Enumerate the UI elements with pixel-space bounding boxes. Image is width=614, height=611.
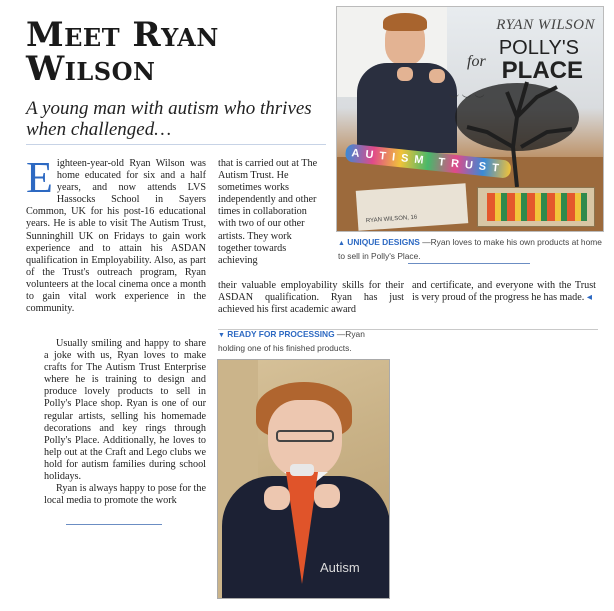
body-column-3-bottom <box>412 280 596 304</box>
body-column-1-lower <box>44 338 206 507</box>
bird-icons: ︶ ︶ ︶ <box>449 95 485 106</box>
caption-designs-heading: UNIQUE DESIGNS <box>347 237 420 247</box>
paragraph-col2-bottom: their valuable employability skills for their ASDAN qualification. Ryan has just achieved his first academic award <box>218 280 404 316</box>
title-line-2: Wilson <box>26 49 156 89</box>
keyring-pieces <box>487 193 587 221</box>
photo-glasses <box>276 430 334 442</box>
triangle-down-icon: ▼ <box>218 332 225 339</box>
paragraph-3: Ryan is always happy to pose for the local media to promote the work <box>44 483 206 507</box>
caption-designs-text: —Ryan loves to make his own products at home to sell in Polly's Place. <box>338 237 602 261</box>
beads-text: AUTISM TRUST <box>345 144 512 179</box>
triangle-up-icon: ▲ <box>338 240 345 247</box>
photo-unique-designs <box>336 6 604 232</box>
caption-processing-text: —Ryan holding one of his finished products. <box>218 329 365 353</box>
photo-hand-right <box>314 484 340 508</box>
body-column-2-top <box>218 158 322 267</box>
overlay-for: for <box>467 53 486 70</box>
article-title <box>26 15 326 89</box>
end-mark: ◂ <box>586 292 592 304</box>
paragraph-col2-top: that is carried out at The Autism Trust. He sometimes works independently and other times in collaboration with two of our other artists. They work together towards achieving <box>218 158 318 266</box>
paragraph-2: Usually smiling and happy to share a joke with us, Ryan loves to make crafts for The Autism Trust Enterprise where he is training to design and produce lovely products to sell in Polly's Place shop. Ryan is one of our regular artists, selling his homemade decorations and key rings through Polly's Place. Additionally, he loves to help out at the Craft and Lego clubs we hold for autism families during school holidays. <box>44 338 206 483</box>
photo-ready-for-processing <box>217 359 390 599</box>
paragraph-1-text: ighteen-year-old Ryan Wilson was home educated for six and a half years, and now attends LVS Hassocks School in Sayers Common, UK for his post-16 educational years. He is able to visit The Autism Trust, Sunninghill UK on Fridays to gain work experience and to attain his ASDAN qualification in Employability. Also, as part of the Trust's outreach program, Ryan volunteers at the local cinema once a month to gain vital work experience in the community. <box>26 158 206 315</box>
paragraph-col3-text: and certificate, and everyone with the Trust is very proud of the progress he has made. <box>412 280 596 304</box>
overlay-pollys: POLLY'S <box>498 37 579 59</box>
carrot-top <box>290 464 314 476</box>
body-column-2-bottom <box>218 280 404 316</box>
body-column-1 <box>26 153 206 315</box>
title-line-1: Meet Ryan <box>26 15 219 55</box>
drop-cap: E <box>26 153 53 202</box>
product-card <box>356 183 469 231</box>
card-label: RYAN WILSON, 16 <box>365 214 418 225</box>
caption-designs-rule <box>408 263 530 264</box>
photo-person-hand-right <box>429 69 445 83</box>
photo-person-hair <box>383 13 427 31</box>
overlay-place: PLACE <box>501 57 583 84</box>
photo-hand-left <box>264 486 290 510</box>
caption-unique-designs <box>338 236 604 262</box>
column-1-end-rule <box>66 524 162 525</box>
article-subtitle: A young man with autism who thrives when challenged… <box>26 98 312 140</box>
paragraph-1 <box>26 153 206 315</box>
photo-person-hand <box>397 67 413 81</box>
subtitle-rule <box>26 144 326 145</box>
overlay-name: RYAN WILSON <box>496 17 595 33</box>
caption-ready-for-processing <box>218 328 388 354</box>
shirt-text: Autism <box>320 560 360 575</box>
paragraph-col3-bottom <box>412 280 596 304</box>
caption-processing-heading: READY FOR PROCESSING <box>227 329 335 339</box>
